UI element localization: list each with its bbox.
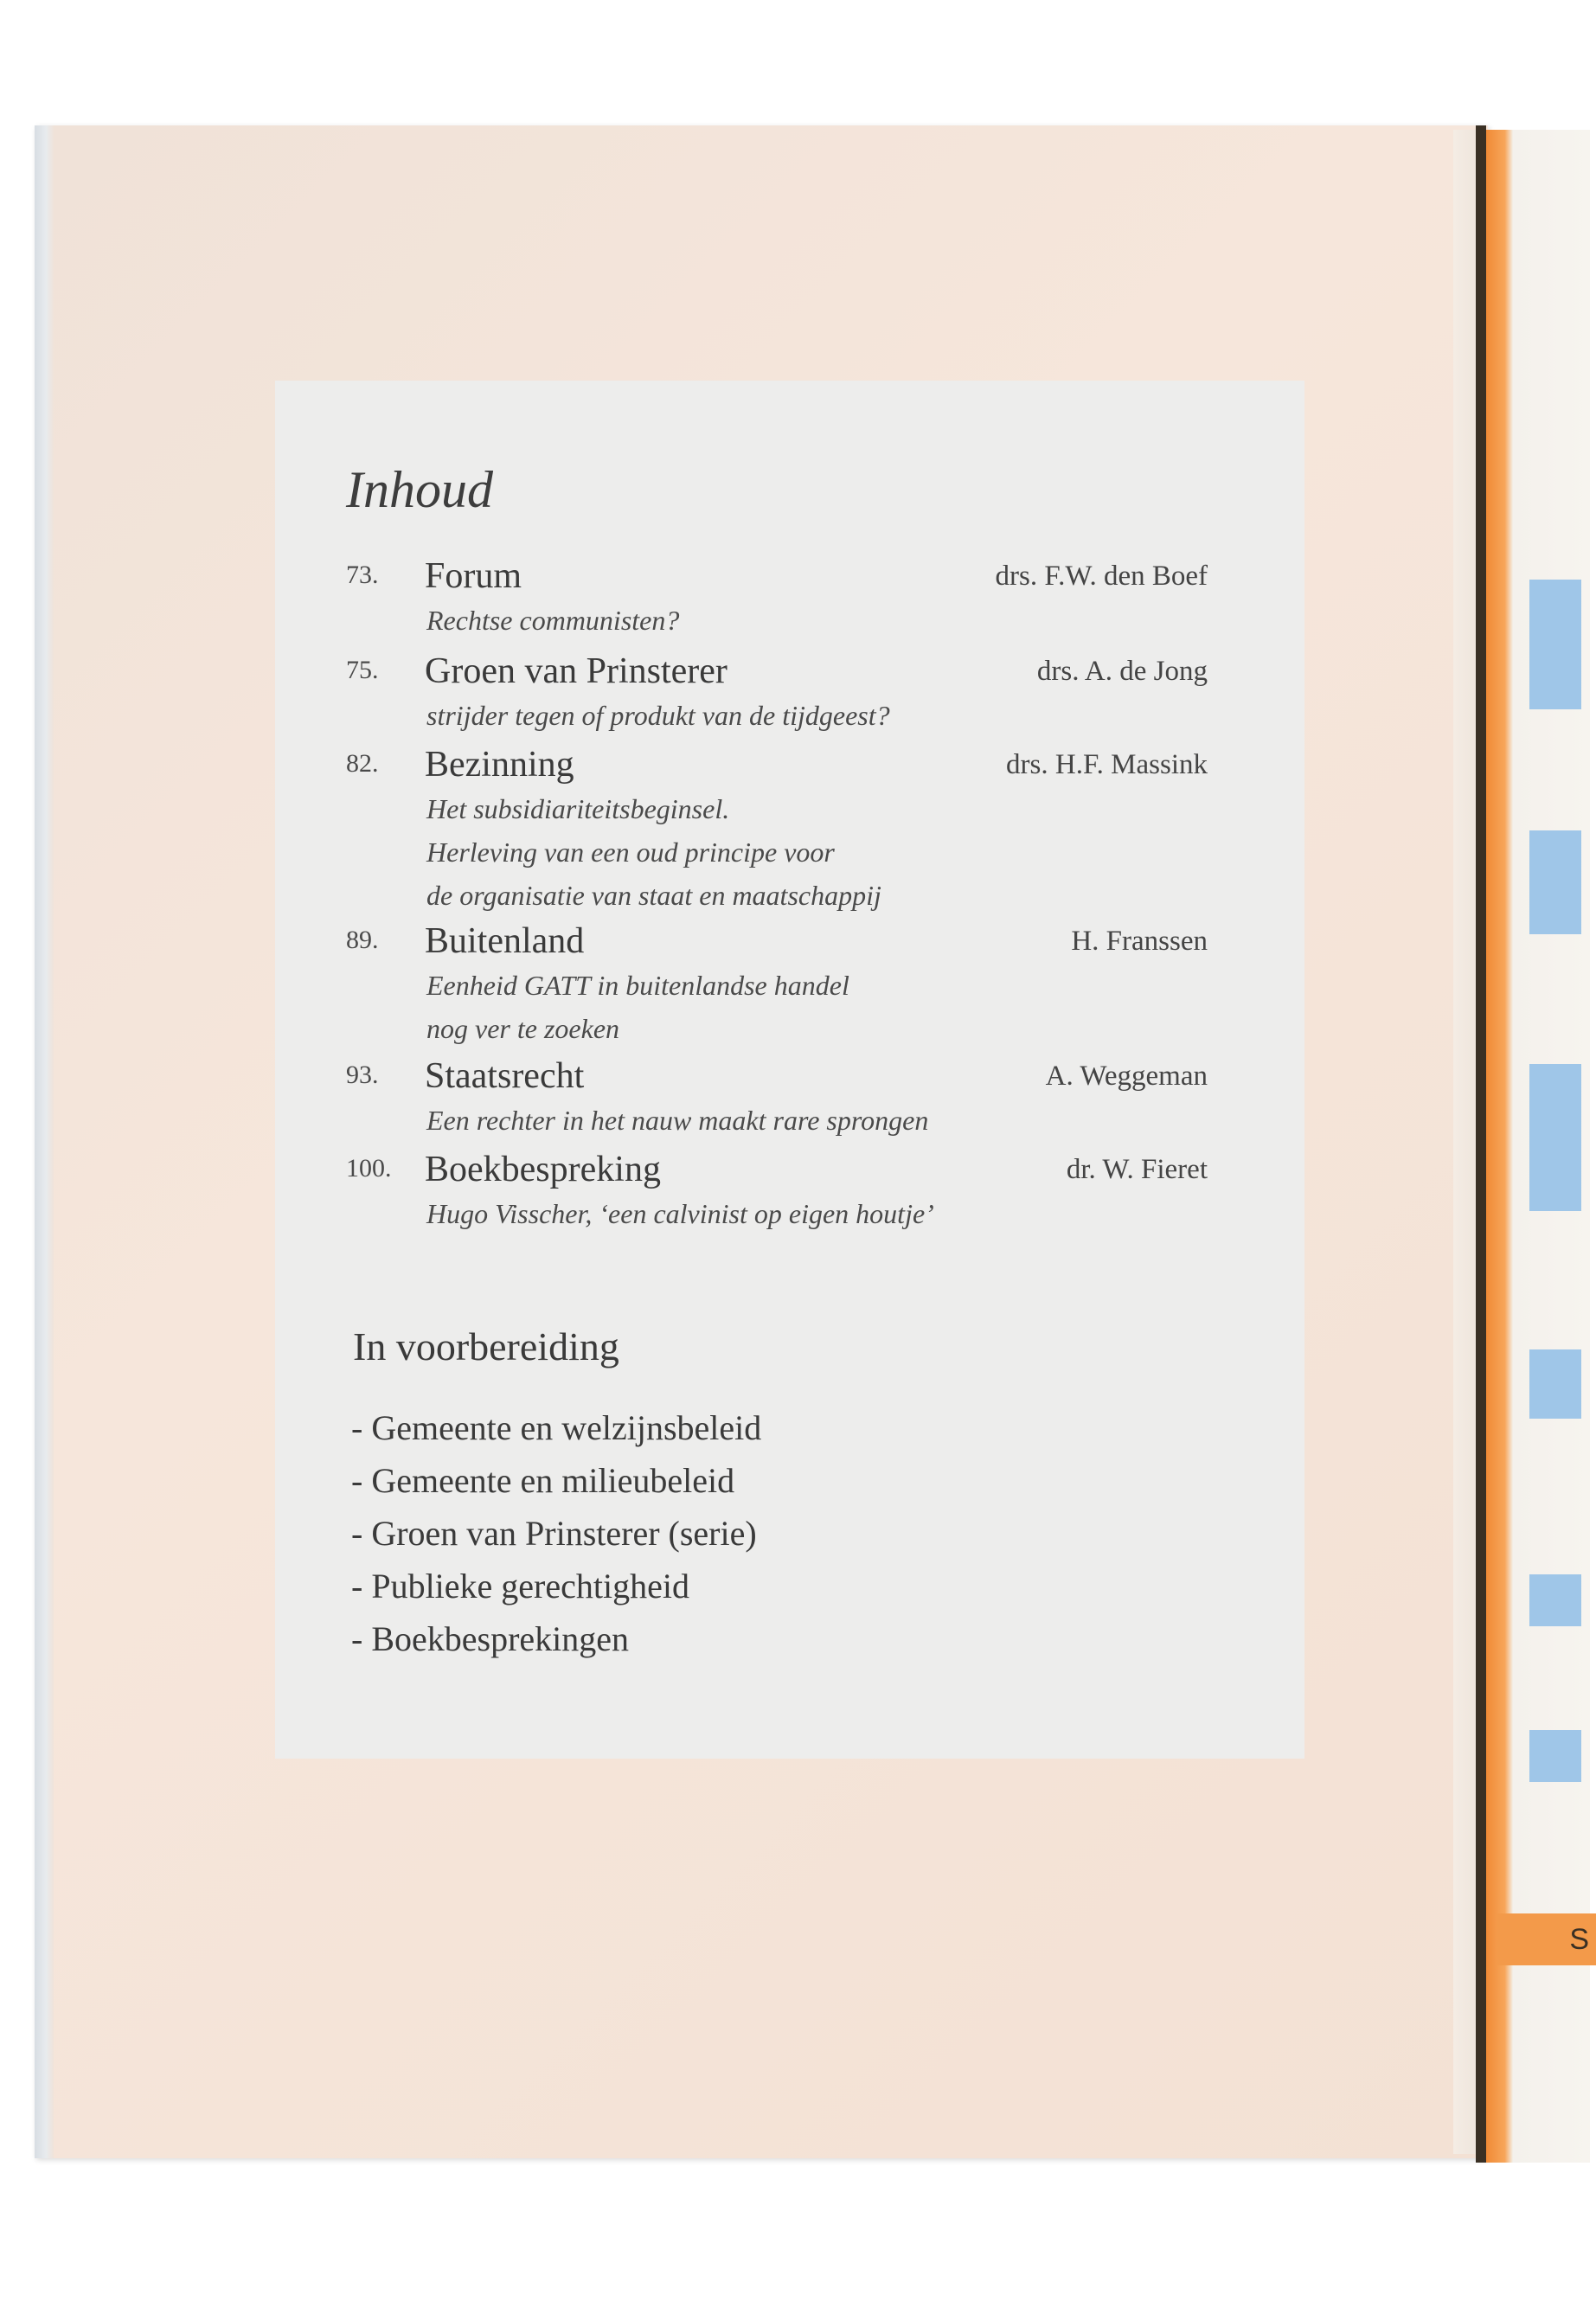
in-preparation-list [351, 1401, 761, 1665]
spine-graphic-block [1529, 580, 1581, 709]
contents-entry [275, 1054, 1304, 1147]
entry-title: Bezinning [425, 745, 574, 785]
entry-author: dr. W. Fieret [1066, 1154, 1208, 1185]
contents-entry [275, 649, 1304, 742]
contents-entry [275, 554, 1304, 649]
entry-title: Groen van Prinsterer [425, 651, 727, 691]
entry-subtitle: Een rechter in het nauw maakt rare sprongen [426, 1105, 929, 1136]
spine-tab: S [1497, 1913, 1596, 1965]
in-preparation-heading: In voorbereiding [353, 1324, 619, 1368]
entry-page-number: 89. [346, 926, 379, 954]
in-preparation-item: - Gemeente en welzijnsbeleid [351, 1408, 762, 1447]
entry-title: Boekbespreking [425, 1150, 661, 1189]
spine-graphic-block [1529, 1574, 1581, 1626]
cover-left-edge [35, 125, 54, 2158]
contents-title: Inhoud [346, 461, 493, 518]
entry-title: Staatsrecht [425, 1056, 585, 1096]
entry-author: drs. A. de Jong [1036, 656, 1208, 687]
contents-panel [275, 381, 1304, 1759]
entry-subtitle: strijder tegen of produkt van de tijdgeest? [426, 700, 890, 731]
spine-graphic-block [1529, 1349, 1581, 1419]
contents-list [275, 554, 1304, 1240]
entry-author: drs. F.W. den Boef [995, 561, 1208, 592]
in-preparation-item: - Gemeente en milieubeleid [351, 1461, 735, 1500]
entry-author: drs. H.F. Massink [1006, 749, 1208, 780]
in-preparation-item: - Publieke gerechtigheid [351, 1567, 689, 1606]
entry-title: Buitenland [425, 921, 585, 961]
entry-subtitle: Herleving van een oud principe voor [426, 836, 835, 868]
entry-subtitle: Hugo Visscher, ‘een calvinist op eigen houtje’ [426, 1198, 934, 1229]
spine-graphic-block [1529, 830, 1581, 934]
entry-title: Forum [425, 556, 522, 596]
entry-subtitle: Eenheid GATT in buitenlandse handel [426, 970, 849, 1001]
entry-subtitle: Het subsidiariteitsbeginsel. [426, 793, 730, 824]
entry-author: H. Franssen [1071, 926, 1208, 957]
entry-page-number: 73. [346, 561, 379, 589]
spine-binding [1476, 125, 1486, 2163]
entry-page-number: 100. [346, 1154, 392, 1183]
entry-page-number: 75. [346, 656, 379, 684]
entry-subtitle: Rechtse communisten? [426, 605, 680, 636]
contents-entry [275, 742, 1304, 919]
entry-subtitle: de organisatie van staat en maatschappij [426, 880, 881, 911]
spine-graphic-block [1529, 1730, 1581, 1782]
in-preparation-item: - Groen van Prinsterer (serie) [351, 1514, 757, 1553]
in-preparation-item: - Boekbesprekingen [351, 1619, 630, 1658]
contents-entry [275, 919, 1304, 1054]
spine-graphic-block [1529, 1064, 1581, 1211]
entry-page-number: 93. [346, 1061, 379, 1089]
contents-entry [275, 1147, 1304, 1240]
entry-subtitle: nog ver te zoeken [426, 1013, 620, 1044]
entry-author: A. Weggeman [1045, 1061, 1208, 1092]
entry-page-number: 82. [346, 749, 379, 778]
